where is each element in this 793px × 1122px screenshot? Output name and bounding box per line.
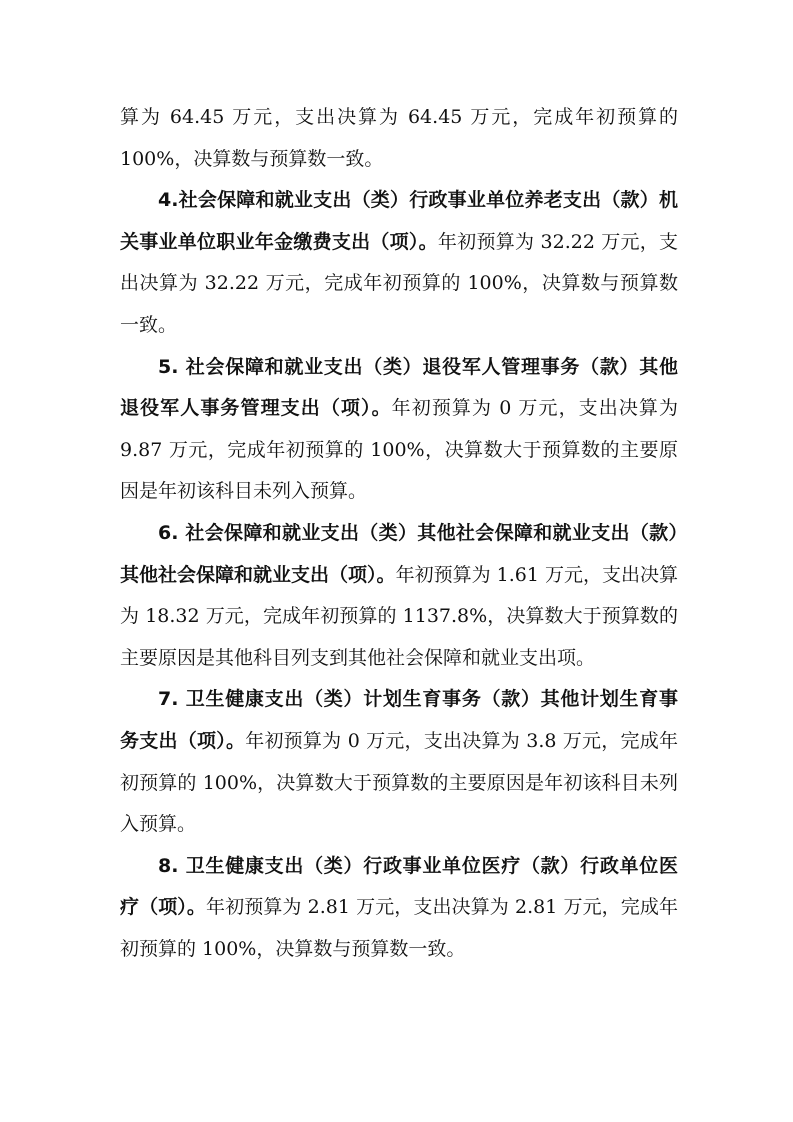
- paragraph-item-8: [120, 846, 678, 971]
- paragraph-text: 年初预算为 1.61 万元，支出决算为 18.32 万元，完成年初预算的 1137.8%，决算数大于预算数的主要原因是其他科目列支到其他社会保障和就业支出项。: [120, 563, 678, 669]
- item-heading: 8. 卫生健康支出（类）行政事业单位医疗（款）行政单位医疗（项）。: [120, 854, 678, 919]
- paragraph-text: 年初预算为 32.22 万元，支出决算为 32.22 万元，完成年初预算的 100%，决算数与预算数一致。: [120, 230, 678, 336]
- paragraph-item-5: [120, 347, 678, 513]
- item-heading: 5. 社会保障和就业支出（类）退役军人管理事务（款）其他退役军人事务管理支出（项）。: [120, 355, 678, 420]
- paragraph-item-7: [120, 679, 678, 845]
- item-heading: 6. 社会保障和就业支出（类）其他社会保障和就业支出（款）其他社会保障和就业支出（项）。: [120, 521, 678, 586]
- document-page: [120, 97, 678, 970]
- paragraph-text: 年初预算为 0 万元，支出决算为 3.8 万元，完成年初预算的 100%，决算数大于预算数的主要原因是年初该科目未列入预算。: [120, 729, 678, 836]
- item-heading: 7. 卫生健康支出（类）计划生育事务（款）其他计划生育事务支出（项）。: [120, 688, 678, 752]
- paragraph-text: 年初预算为 0 万元，支出决算为 9.87 万元，完成年初预算的 100%，决算数大于预算数的主要原因是年初该科目未列入预算。: [120, 397, 678, 503]
- paragraph-item-4: [120, 180, 678, 346]
- paragraph-text: 算为 64.45 万元，支出决算为 64.45 万元，完成年初预算的 100%，决算数与预算数一致。: [120, 106, 678, 170]
- item-heading: 4.社会保障和就业支出（类）行政事业单位养老支出（款）机关事业单位职业年金缴费支出（项）。: [120, 189, 678, 253]
- paragraph-continued: [120, 97, 678, 180]
- paragraph-text: 年初预算为 2.81 万元，支出决算为 2.81 万元，完成年初预算的 100%，决算数与预算数一致。: [120, 896, 678, 960]
- paragraph-item-6: [120, 513, 678, 679]
